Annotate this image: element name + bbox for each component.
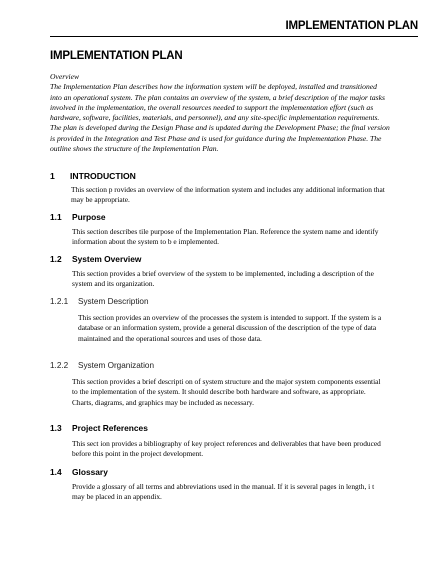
section-number: 1.1 [50, 212, 62, 222]
section-title: Glossary [72, 467, 108, 477]
introduction-text: This section p rovides an overview of the information system and includes any additional information that may be appropriate. [71, 185, 385, 205]
section-number: 1 [50, 171, 55, 181]
system-description-text: This section provides an overview of the processes the system is intended to support. If the system is a database or an information system, provide a general discussion of the description of the type of data maintained and the operational sources and uses of those data. [78, 313, 382, 343]
section-number: 1.3 [50, 423, 62, 433]
document-title: IMPLEMENTATION PLAN [50, 50, 183, 62]
section-title: System Overview [72, 254, 142, 264]
purpose-text: This section describes tile purpose of the Implementation Plan. Reference the system name and identify information about the system to b e implemented. [72, 227, 379, 247]
overview-text: The Implementation Plan describes how the information system will be deployed, installed and transitioned into an operational system. The plan contains an overview of the system, a brief description of the major tasks involved in the implementation, the overall resources needed to support the implementation effort (such as hardware, software, facilities, materials, and personnel), and any site-specific implementation requirements. The plan is developed during the Design Phase and is updated during the Development Phase; the final version is provided in the Integration and Test Phase and is used for guidance during the Implementation Phase. The outline shows the structure of the Implementation Plan. [50, 82, 390, 154]
heading-project-references [50, 423, 148, 433]
project-references-text: This sect ion provides a bibliography of key project references and deliverables that have been produced before this point in the project development. [72, 439, 381, 459]
section-title: Purpose [72, 212, 106, 222]
section-number: 1.2.2 [50, 361, 69, 370]
section-title: Project References [72, 423, 148, 433]
heading-purpose [50, 212, 106, 222]
overview-block [50, 72, 390, 154]
running-header: IMPLEMENTATION PLAN [285, 20, 418, 32]
heading-system-overview [50, 254, 141, 264]
glossary-text: Provide a glossary of all terms and abbreviations used in the manual. If it is several pages in length, i t may be placed in an appendix. [72, 482, 375, 502]
heading-system-organization [50, 361, 154, 370]
system-organization-text: This section provides a brief descripti on of system structure and the major system components essential to the implementation of the system. It should describe both hardware and software, as appropriate. Charts, diagrams, and graphics may be included as necessary. [72, 377, 381, 407]
section-title: INTRODUCTION [70, 171, 136, 181]
header-rule [50, 36, 418, 37]
heading-introduction [50, 171, 136, 181]
section-title: System Description [78, 297, 149, 306]
section-title: System Organization [78, 361, 154, 370]
system-overview-text: This section provides a brief overview of the system to be implemented, including a description of the system and its organization. [72, 269, 374, 289]
heading-system-description [50, 297, 149, 306]
overview-label: Overview [50, 72, 80, 81]
heading-glossary [50, 467, 108, 477]
section-number: 1.2 [50, 254, 62, 264]
section-number: 1.4 [50, 467, 62, 477]
section-number: 1.2.1 [50, 297, 69, 306]
